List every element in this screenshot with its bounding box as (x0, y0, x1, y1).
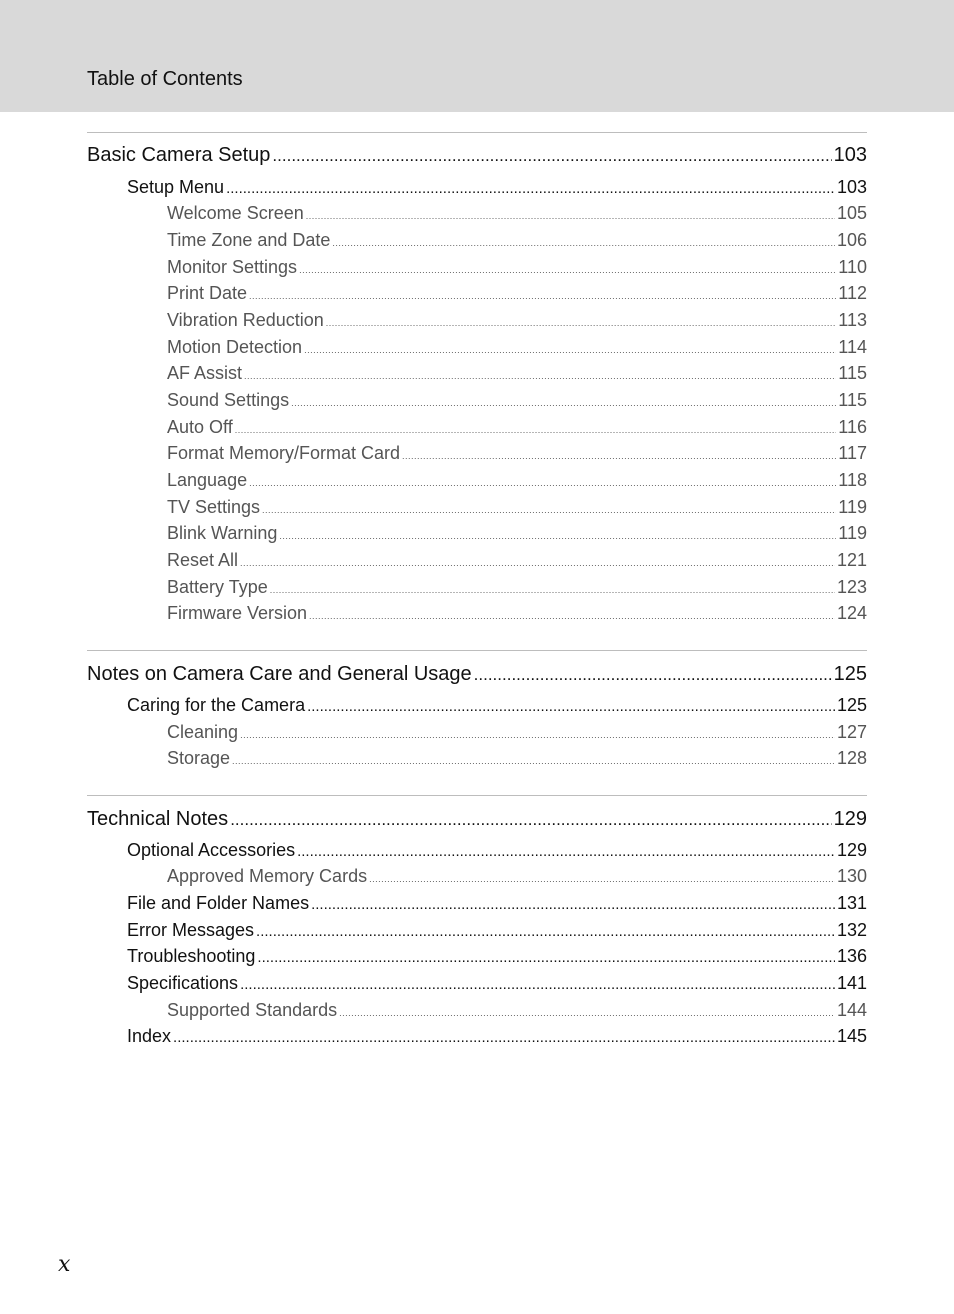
toc-subentry[interactable] (167, 255, 867, 282)
entry-title: Basic Camera Setup (87, 144, 271, 166)
toc-subentry[interactable] (167, 746, 867, 773)
dot-leader (230, 807, 831, 833)
entry-page-number: 123 (836, 577, 867, 597)
entry-title: Firmware Version (167, 603, 308, 623)
dot-leader (256, 920, 835, 944)
dot-leader (402, 444, 836, 468)
entry-title: Blink Warning (167, 523, 278, 543)
section-divider (87, 795, 867, 796)
entry-title: Setup Menu (127, 177, 225, 197)
dot-leader (474, 662, 832, 688)
dot-leader (306, 204, 835, 228)
dot-leader (279, 524, 836, 548)
dot-leader (309, 604, 835, 628)
section-divider (87, 132, 867, 133)
toc-chapter-entry[interactable] (127, 918, 867, 944)
entry-title: Error Messages (127, 920, 255, 940)
entry-title: AF Assist (167, 363, 243, 383)
entry-title: Supported Standards (167, 1000, 338, 1020)
dot-leader (249, 284, 836, 308)
entry-page-number: 117 (838, 443, 867, 463)
entry-page-number: 103 (836, 177, 867, 197)
entry-page-number: 132 (836, 920, 867, 940)
entry-title: Auto Off (167, 417, 233, 437)
toc-section-entry[interactable] (87, 142, 867, 169)
dot-leader (232, 749, 835, 773)
entry-title: Optional Accessories (127, 840, 296, 860)
entry-title: Sound Settings (167, 390, 290, 410)
dot-leader (307, 695, 835, 719)
toc-subentry[interactable] (167, 548, 867, 575)
entry-title: Cleaning (167, 722, 239, 742)
toc-subentry[interactable] (167, 575, 867, 602)
entry-title: Print Date (167, 283, 248, 303)
entry-page-number: 119 (838, 523, 867, 543)
toc-subentry[interactable] (167, 521, 867, 548)
page-title: Table of Contents (87, 68, 243, 90)
toc-subentry[interactable] (167, 864, 867, 891)
toc-subentry[interactable] (167, 415, 867, 442)
dot-leader (244, 364, 836, 388)
entry-title: Motion Detection (167, 337, 303, 357)
entry-title: Format Memory/Format Card (167, 443, 401, 463)
dot-leader (240, 551, 835, 575)
entry-page-number: 129 (833, 808, 867, 830)
dot-leader (257, 946, 835, 970)
dot-leader (270, 578, 835, 602)
toc-chapter-entry[interactable] (127, 891, 867, 917)
entry-title: Troubleshooting (127, 946, 256, 966)
toc-subentry[interactable] (167, 281, 867, 308)
dot-leader (173, 1026, 835, 1050)
toc-section-entry[interactable] (87, 661, 867, 688)
toc-chapter-entry[interactable] (127, 838, 867, 864)
header-band (0, 0, 954, 112)
dot-leader (311, 893, 835, 917)
section-divider (87, 650, 867, 651)
entry-page-number: 141 (836, 973, 867, 993)
entry-page-number: 121 (836, 550, 867, 570)
dot-leader (226, 177, 835, 201)
toc-chapter-entry[interactable] (127, 1024, 867, 1050)
toc-subentry[interactable] (167, 335, 867, 362)
entry-page-number: 145 (836, 1026, 867, 1046)
dot-leader (332, 231, 835, 255)
entry-title: Vibration Reduction (167, 310, 324, 330)
entry-page-number: 128 (836, 748, 867, 768)
entry-title: Technical Notes (87, 808, 229, 830)
entry-title: Specifications (127, 973, 239, 993)
toc-subentry[interactable] (167, 720, 867, 747)
toc-subentry[interactable] (167, 495, 867, 522)
entry-page-number: 115 (838, 390, 867, 410)
toc-subentry[interactable] (167, 601, 867, 628)
entry-title: Reset All (167, 550, 239, 570)
entry-title: Index (127, 1026, 172, 1046)
dot-leader (249, 471, 836, 495)
entry-page-number: 131 (836, 893, 867, 913)
entry-page-number: 118 (838, 470, 867, 490)
toc-subentry[interactable] (167, 998, 867, 1025)
entry-title: Battery Type (167, 577, 268, 597)
entry-title: TV Settings (167, 497, 261, 517)
entry-title: Approved Memory Cards (167, 866, 368, 886)
entry-page-number: 129 (836, 840, 867, 860)
entry-page-number: 112 (838, 283, 867, 303)
entry-title: Welcome Screen (167, 203, 304, 223)
toc-chapter-entry[interactable] (127, 175, 867, 201)
dot-leader (339, 1001, 835, 1025)
dot-leader (291, 391, 836, 415)
entry-page-number: 113 (838, 310, 867, 330)
entry-page-number: 136 (836, 946, 867, 966)
entry-page-number: 130 (836, 866, 867, 886)
toc-chapter-entry[interactable] (127, 944, 867, 970)
entry-page-number: 125 (833, 663, 867, 685)
dot-leader (369, 867, 835, 891)
entry-page-number: 114 (838, 337, 867, 357)
toc-chapter-entry[interactable] (127, 971, 867, 997)
toc-subentry[interactable] (167, 361, 867, 388)
entry-title: File and Folder Names (127, 893, 310, 913)
toc-subentry[interactable] (167, 228, 867, 255)
toc-section-entry[interactable] (87, 806, 867, 833)
entry-page-number: 125 (836, 695, 867, 715)
entry-page-number: 119 (838, 497, 867, 517)
entry-page-number: 144 (836, 1000, 867, 1020)
dot-leader (304, 338, 836, 362)
toc-subentry[interactable] (167, 308, 867, 335)
entry-page-number: 106 (836, 230, 867, 250)
toc-subentry[interactable] (167, 388, 867, 415)
entry-page-number: 103 (833, 144, 867, 166)
entry-page-number: 115 (838, 363, 867, 383)
entry-title: Monitor Settings (167, 257, 298, 277)
entry-title: Storage (167, 748, 231, 768)
dot-leader (240, 973, 835, 997)
dot-leader (326, 311, 837, 335)
entry-page-number: 105 (836, 203, 867, 223)
dot-leader (240, 723, 835, 747)
entry-page-number: 124 (836, 603, 867, 623)
dot-leader (299, 258, 836, 282)
entry-page-number: 127 (836, 722, 867, 742)
toc-subentry[interactable] (167, 468, 867, 495)
entry-page-number: 116 (838, 417, 867, 437)
entry-page-number: 110 (838, 257, 867, 277)
toc-chapter-entry[interactable] (127, 693, 867, 719)
entry-title: Notes on Camera Care and General Usage (87, 663, 472, 685)
dot-leader (297, 840, 835, 864)
toc-subentry[interactable] (167, 441, 867, 468)
dot-leader (272, 143, 831, 169)
entry-title: Language (167, 470, 248, 490)
entry-title: Caring for the Camera (127, 695, 306, 715)
entry-title: Time Zone and Date (167, 230, 331, 250)
dot-leader (262, 498, 836, 522)
dot-leader (235, 418, 837, 442)
page-number: x (58, 1252, 71, 1277)
toc-subentry[interactable] (167, 201, 867, 228)
